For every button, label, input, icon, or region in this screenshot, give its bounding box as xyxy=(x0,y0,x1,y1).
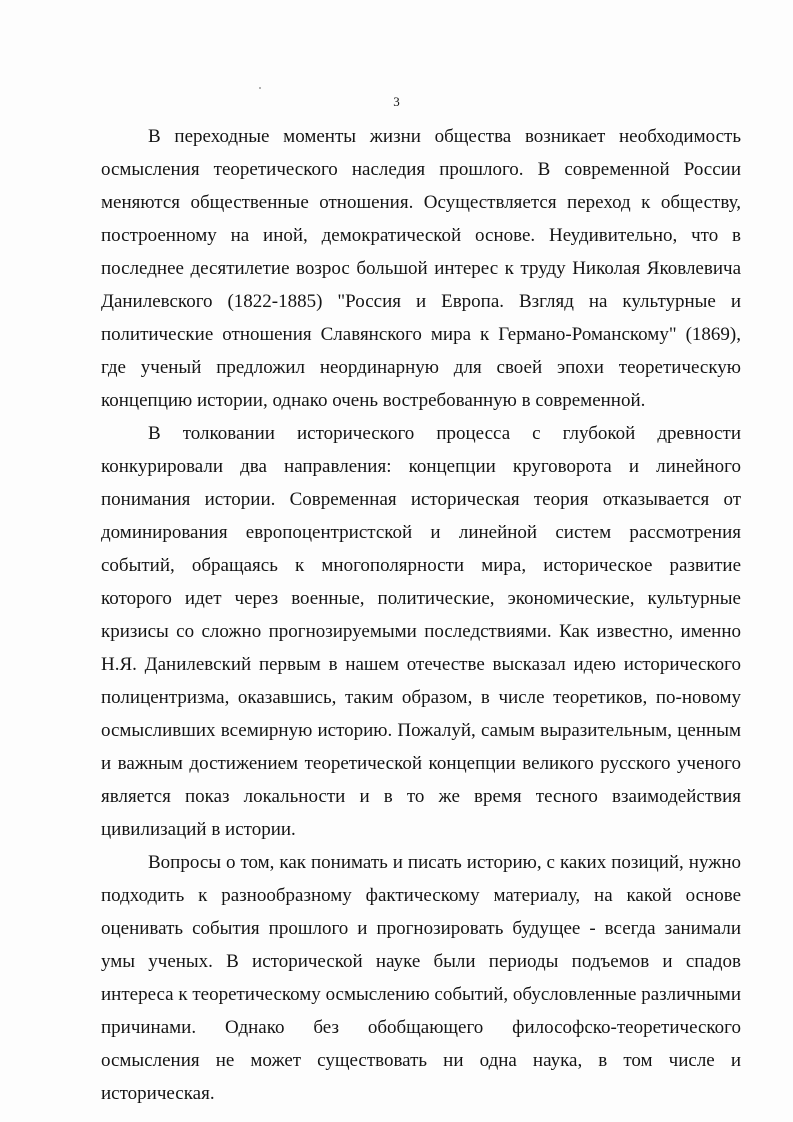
body-text xyxy=(101,120,741,1110)
page-number: 3 xyxy=(393,94,400,109)
scan-speck xyxy=(259,87,261,89)
paragraph-2: В толковании исторического процесса с глубокой древности конкурировали два направления: концепции круговорота и линейного понимания истории. Современная историческая теория отказывается от доминирования европоцентристской и линейной систем рассмотрения событий, обращаясь к многополярности мира, историческое развитие которого идет через военные, политические, экономические, культурные кризисы со сложно прогнозируемыми последствиями. Как известно, именно Н.Я. Данилевский первым в нашем отечестве высказал идею исторического полицентризма, оказавшись, таким образом, в числе теоретиков, по-новому осмысливших всемирную историю. Пожалуй, самым выразительным, ценным и важным достижением теоретической концепции великого русского ученого является показ локальности и в то же время тесного взаимодействия цивилизаций в истории. xyxy=(101,423,741,840)
paragraph-1: В переходные моменты жизни общества возникает необходимость осмысления теоретического наследия прошлого. В современной России меняются общественные отношения. Осуществляется переход к обществу, построенному на иной, демократической основе. Неудивительно, что в последнее десятилетие возрос большой интерес к труду Николая Яковлевича Данилевского (1822-1885) "Россия и Европа. Взгляд на культурные и политические отношения Славянского мира к Германо-Романскому" (1869), где ученый предложил неординарную для своей эпохи теоретическую концепцию истории, однако очень востребованную в современной. xyxy=(101,126,741,411)
paragraph-3: Вопросы о том, как понимать и писать историю, с каких позиций, нужно подходить к разнообразному фактическому материалу, на какой основе оценивать события прошлого и прогнозировать будущее - всегда занимали умы ученых. В исторической науке были периоды подъемов и спадов интереса к теоретическому осмыслению событий, обусловленные различными причинами. Однако без обобщающего философско-теоретического осмысления не может существовать ни одна наука, в том числе и историческая. xyxy=(101,852,741,1104)
